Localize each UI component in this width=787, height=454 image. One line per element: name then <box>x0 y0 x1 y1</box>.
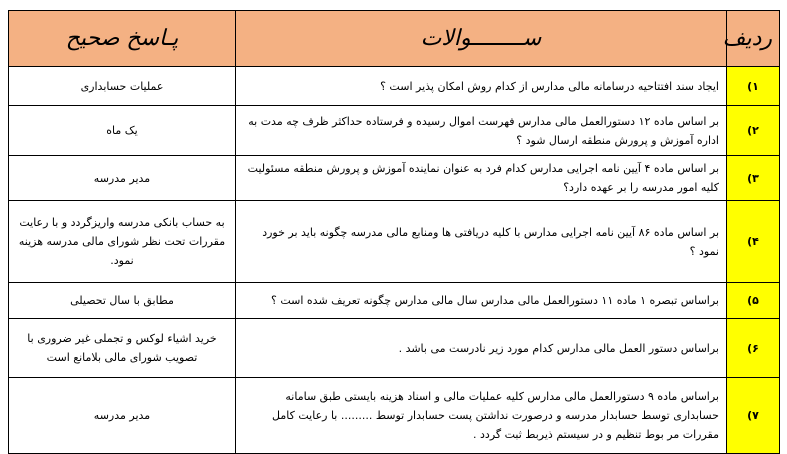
header-correct-answer: پـاسخ صحیح <box>9 11 236 67</box>
row-number: ۶) <box>727 319 780 378</box>
row-number: ۵) <box>727 283 780 319</box>
header-row <box>9 11 780 67</box>
table-row <box>9 156 780 201</box>
answer-cell: مدیر مدرسه <box>9 378 236 454</box>
header-questions: ســــــــوالات <box>236 11 727 67</box>
question-cell: ایجاد سند افتتاحیه درسامانه مالی مدارس از کدام روش امکان پذیر است ؟ <box>236 67 727 106</box>
row-number: ۴) <box>727 201 780 283</box>
answer-cell: مطابق با سال تحصیلی <box>9 283 236 319</box>
question-cell: براساس دستور العمل مالی مدارس کدام مورد زیر نادرست می باشد . <box>236 319 727 378</box>
table-row <box>9 106 780 156</box>
question-cell: براساس ماده ۹ دستورالعمل مالی مدارس کلیه عملیات مالی و اسناد هزینه بایستی طبق سامانه حسابداری توسط حسابدار مدرسه و درصورت نداشتن پست حسابدار توسط ......... با رعایت کامل مقررات مر بوط تنظیم و در سیستم ذیربط ثبت گردد . <box>236 378 727 454</box>
question-answer-table <box>8 10 780 454</box>
table-row <box>9 201 780 283</box>
answer-cell: یک ماه <box>9 106 236 156</box>
answer-cell: به حساب بانکی مدرسه واریزگردد و با رعایت مقررات تحت نظر شورای مالی مدرسه هزینه نمود. <box>9 201 236 283</box>
question-cell: براساس تبصره ۱ ماده ۱۱ دستورالعمل مالی مدارس سال مالی مدارس چگونه تعریف شده است ؟ <box>236 283 727 319</box>
row-number: ۳) <box>727 156 780 201</box>
row-number: ۲) <box>727 106 780 156</box>
question-cell: بر اساس ماده ۸۶ آیین نامه اجرایی مدارس با کلیه دریافتی ها ومنابع مالی مدرسه چگونه باید بر خورد نمود ؟ <box>236 201 727 283</box>
header-row-number: ردیف <box>727 11 780 67</box>
table-row <box>9 67 780 106</box>
table-row <box>9 378 780 454</box>
table-row <box>9 319 780 378</box>
answer-cell: خرید اشیاء لوکس و تجملی غیر ضروری با تصویب شورای مالی بلامانع است <box>9 319 236 378</box>
answer-cell: مدیر مدرسه <box>9 156 236 201</box>
row-number: ۱) <box>727 67 780 106</box>
row-number: ۷) <box>727 378 780 454</box>
table-row <box>9 283 780 319</box>
question-cell: بر اساس ماده ۱۲ دستورالعمل مالی مدارس فهرست اموال رسیده و فرستاده حداکثر ظرف چه مدت به اداره آموزش و پرورش منطقه ارسال شود ؟ <box>236 106 727 156</box>
answer-cell: عملیات حسابداری <box>9 67 236 106</box>
question-cell: بر اساس ماده ۴ آیین نامه اجرایی مدارس کدام فرد به عنوان نماینده آموزش و پرورش منطقه مسئولیت کلیه امور مدرسه را بر عهده دارد؟ <box>236 156 727 201</box>
